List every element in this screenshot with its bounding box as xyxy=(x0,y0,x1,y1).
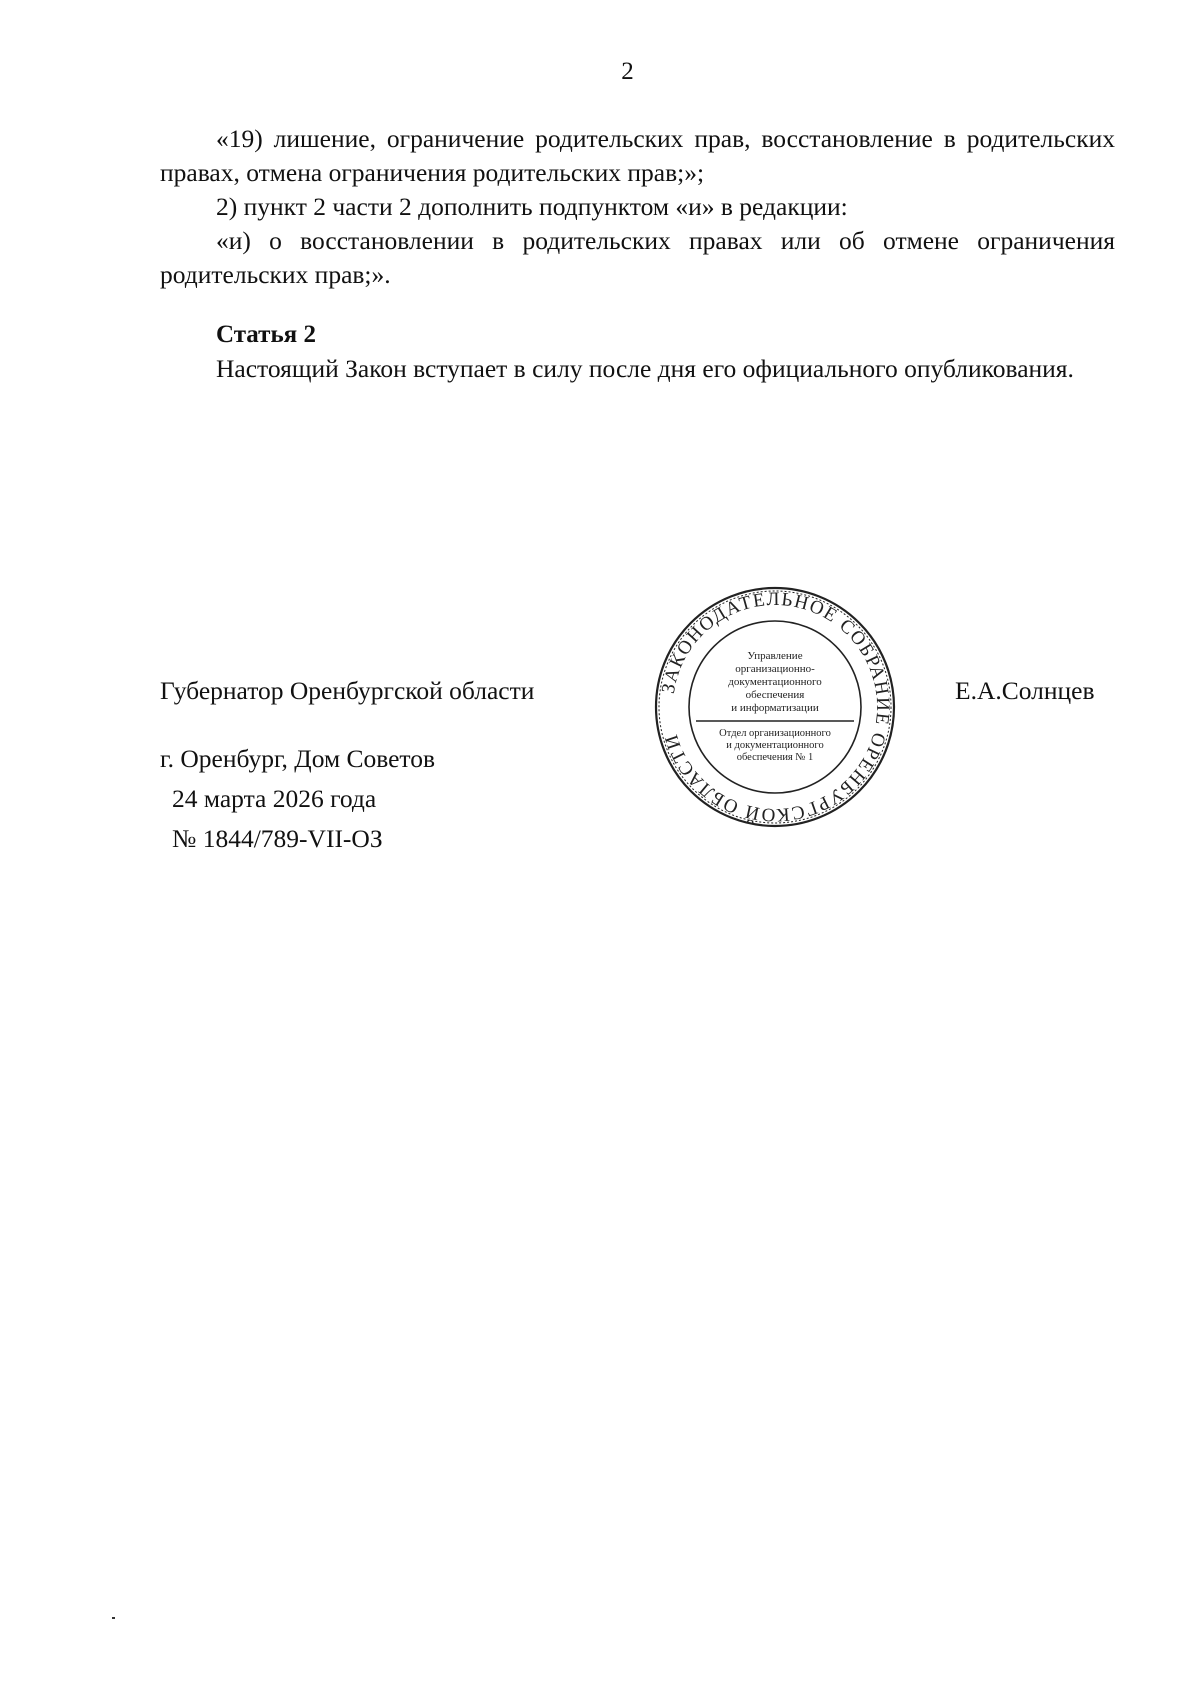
subitem-i: «и) о восстановлении в родительских правах или об отмене ограничения родительских прав;». xyxy=(160,226,1115,289)
page-number: 2 xyxy=(621,58,634,85)
article-2 xyxy=(160,318,1115,386)
seal-line-5: и информатизации xyxy=(731,702,819,714)
signatory-name: Е.А.Солнцев xyxy=(955,676,1095,705)
seal-line-3: документационного xyxy=(728,676,822,688)
paragraph-19: «19) лишение, ограничение родительских прав, восстановление в родительских правах, отмена ограничения родительских прав;»; xyxy=(160,124,1115,187)
signatory-position: Губернатор Оренбургской области xyxy=(160,676,535,705)
item-2: 2) пункт 2 части 2 дополнить подпунктом «и» в редакции: xyxy=(216,192,848,221)
seal-line-2: организационно- xyxy=(735,663,815,675)
seal-line-1: Управление xyxy=(747,650,803,662)
seal-bottom-line-1: Отдел организационного xyxy=(719,728,831,739)
signing-place: г. Оренбург, Дом Советов xyxy=(160,744,436,773)
official-seal xyxy=(650,582,900,832)
signing-date: 24 марта 2026 года xyxy=(172,784,377,813)
article-text: Настоящий Закон вступает в силу после дня его официального опубликования. xyxy=(216,354,1074,383)
seal-bottom-line-2: и документационного xyxy=(726,740,824,751)
scan-artifact-dot xyxy=(112,1617,115,1619)
seal-line-4: обеспечения xyxy=(745,689,805,701)
seal-outer-text: ЗАКОНОДАТЕЛЬНОЕ СОБРАНИЕ ОРЕНБУРГСКОЙ ОБЛАСТИ xyxy=(657,588,894,826)
law-number: № 1844/789-VII-ОЗ xyxy=(172,824,383,853)
amendment-text xyxy=(160,122,1115,292)
article-heading: Статья 2 xyxy=(216,321,316,348)
seal-bottom-line-3: обеспечения № 1 xyxy=(736,752,814,763)
